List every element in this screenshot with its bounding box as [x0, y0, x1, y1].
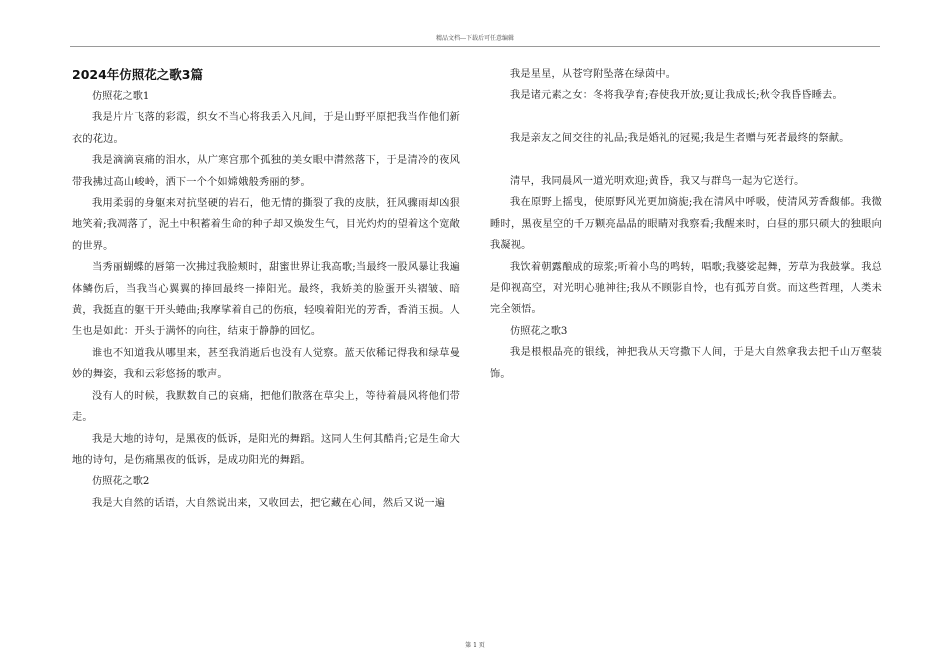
section-heading-2: 仿照花之歌2	[92, 476, 150, 488]
paragraph: 清早，我同晨风一道光明欢迎;黄昏，我又与群鸟一起为它送行。	[510, 176, 805, 187]
section-heading-1: 仿照花之歌1	[92, 91, 150, 102]
paragraph: 我用柔弱的身躯来对抗坚硬的岩石，他无情的撕裂了我的皮肤，狂风骤雨却凶狠地笑着;我凋落了，泥土中积蓄着生命的种子却又焕发生气，目光灼灼的望着这个宽敞的世界。	[72, 198, 460, 252]
paragraph: 我是根根晶亮的银线，神把我从天穹撒下人间，于是大自然拿我去把千山万壑装饰。	[490, 347, 882, 380]
header-divider	[70, 46, 880, 47]
paragraph: 我是片片飞落的彩霞，织女不当心将我丢入凡间，于是山野平原把我当作他们新衣的花边。	[72, 112, 460, 145]
paragraph: 我是滴滴哀痛的泪水，从广寒宫那个孤独的美女眼中潸然落下，于是清冷的夜风带我拂过高山峻岭，洒下一个个如嫦娥般秀丽的梦。	[72, 155, 460, 188]
paragraph: 我是诸元素之女：冬将我孕育;春使我开放;夏让我成长;秋令我昏昏睡去。	[510, 90, 843, 102]
paragraph: 我是星星，从苍穹附坠落在绿茵中。	[510, 69, 677, 80]
paragraph: 我是大地的诗句，是黑夜的低诉，是阳光的舞蹈。这同人生何其酷肖;它是生命大地的诗句，是伤痛黑夜的低诉，是成功阳光的舞蹈。	[72, 433, 460, 466]
page-number: 第 1 页	[465, 642, 485, 649]
paragraph: 当秀丽蝴蝶的唇第一次拂过我脸颊时，甜蜜世界让我高歌;当最终一股风暴让我遍体鳞伤后，当我当心翼翼的捧回最终一捧阳光。最终，我娇美的脸蛋开头褶皱、暗黄，我挺直的躯干开头蜷曲;我摩挲着自己的伤痕，轻嗅着阳光的芳香，香消玉损。人生也是如此：开头于满怀的向往，结束于静静的回忆。	[72, 262, 460, 338]
right-column	[490, 64, 882, 385]
section-heading-3: 仿照花之歌3	[510, 325, 568, 337]
left-column	[72, 64, 460, 514]
paragraph: 谁也不知道我从哪里来，甚至我消逝后也没有人觉察。蓝天依稀记得我和绿草曼妙的舞姿，我和云彩悠扬的歌声。	[72, 347, 460, 381]
paragraph: 我是亲友之间交往的礼品;我是婚礼的冠冕;我是生者赠与死者最终的祭献。	[510, 133, 850, 145]
page-header: 精品文档---下载后可任意编辑	[435, 35, 515, 42]
paragraph: 我是大自然的话语，大自然说出来，又收回去，把它藏在心间，然后又说一遍	[92, 497, 446, 509]
blank-line	[490, 107, 882, 128]
blank-line	[490, 150, 882, 171]
paragraph: 我在原野上摇曳，使原野风光更加旖旎;我在清风中呼吸，使清风芳香馥郁。我微睡时，黑夜星空的千万颗亮晶晶的眼睛对我察看;我醒来时，白昼的那只硕大的独眼向我凝视。	[490, 197, 882, 252]
document-title: 2024年仿照花之歌3篇	[72, 67, 203, 82]
paragraph: 我饮着朝露酿成的琼浆;听着小鸟的鸣转，唱歌;我婆娑起舞，芳草为我鼓掌。我总是仰视高空，对光明心驰神往;我从不顾影自怜，也有孤芳自赏。而这些哲理，人类未完全领悟。	[490, 261, 882, 316]
paragraph: 没有人的时候，我默数自己的哀痛，把他们散落在草尖上，等待着晨风将他们带走。	[72, 390, 460, 424]
